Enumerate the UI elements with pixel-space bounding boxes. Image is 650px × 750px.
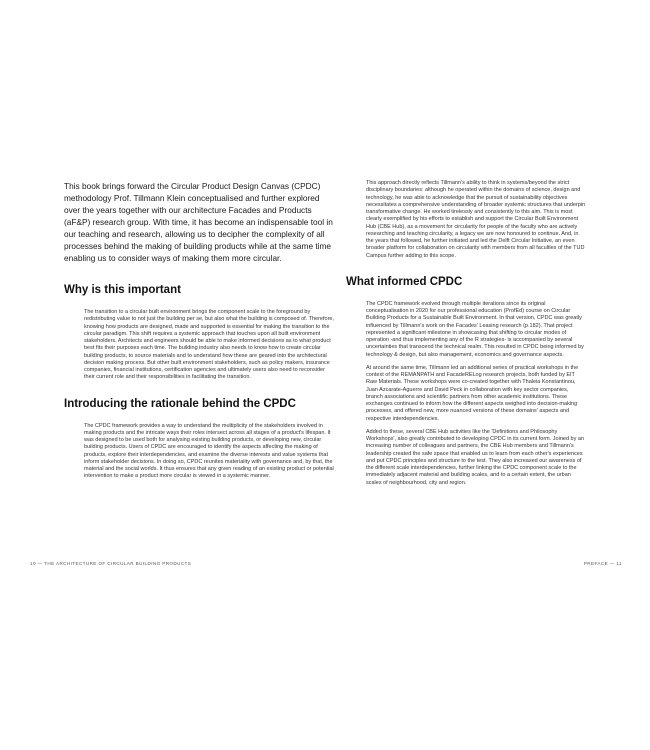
what-informed-paragraph-2: At around the same time, Tillmann led an additional series of practical workshops in the context of the REMANPATH and FacadeRELog research projects, both funded by EIT Raw Materials. These workshops were co-created together with Thaleia Konstantinou, Juan Azcarate-Aguerre and David Peck in collaboration with key sector companies, branch associations and scientific partners from other academic institutions. These exchanges continued to inform how the different aspects weighed into decision-making processes, and offered new, more nuanced versions of these domains' aspects and respective interdependencies. <box>366 364 579 422</box>
footer-right-folio: PREFACE — 11 <box>583 561 622 566</box>
heading-why-important: Why is this important <box>64 284 181 296</box>
what-informed-paragraph-3: Added to these, several CBE Hub activities like the 'Definitions and Philosophy Workshops', also greatly contributed to developing CPDC in its current form. Joined by an increasing number of colleagues and partners, the CBE Hub members and Tillmann's leadership created the safe space that enabled us to learn from each other's experiences and put CPDC principles and structure to the test. They also increased our awareness of the different scale interdependencies, further linking the CPDC component scale to the immediately adjacent material and building scales, and to a certain extent, the urban scales of neighbourhood, city and region. <box>366 428 584 486</box>
heading-introducing-rationale: Introducing the rationale behind the CPDC <box>64 397 296 410</box>
what-informed-paragraph-1: The CPDC framework evolved through multiple iterations since its original conceptualisation in 2020 for our professional education (ProfEd) course on Circular Building Products for a Sustainable Built Environment. In that version, CPDC was greatly influenced by Tillmann's work on the Facades' Leasing research (p.182). That project represented a significant milestone in showcasing that shifting to circular modes of operation -and thus implementing any of the R strategies- is accompanied by several uncertainties that transcend the technical realm. This resulted in CPDC being informed by technology & design, but also management, economics and governance aspects. <box>366 300 584 358</box>
left-page-column <box>64 180 334 481</box>
left-intro-paragraph: This book brings forward the Circular Product Design Canvas (CPDC) methodology Prof. Tillmann Klein conceptualised and further explored over the years together with our architecture Facades and Products (aF&P) research group. With time, it has become an indispensable tool in our teaching and research, allowing us to decipher the complexity of all processes behind the making of building products while at the same time enabling us to consider ways of making them more circular. <box>64 181 333 263</box>
why-important-paragraph: The transition to a circular built environment brings the component scale to the foreground by redistributing value to not just the building per se, but also what the building is composed of. Therefore, knowing how products are designed, made and supported is essential for making the transition to the circular paradigm. This shift requires a systemic approach that touches upon all built environment stakeholders. Architects and engineers should be able to make informed decisions as to what product best fits their purposes each time. The building industry also needs to know how to create circular building products, to source materials and to understand how these are geared into the architectural decision making process. But other built environment stakeholders, such as policy makers, insurance companies, financial institutions, certification agencies and ultimately users also need to reconsider their current role and their responsibilities in facilitating the transition. <box>84 309 334 381</box>
right-intro-paragraph: This approach directly reflects Tillmann's ability to think in systems/beyond the strict disciplinary boundaries: although he operated within the domains of science, design and technology, he was able to acknowledge that the pursuit of sustainability objectives necessitates a comprehensive understanding of broader systemic structures that underpin transformative change. He worked tirelessly and consistently to this aim. This is most clearly exemplified by his efforts to establish and support the Circular Built Environment Hub (CBE Hub), as a movement for circularity for people of the faculty who are actively researching and teaching circularity, a legacy we are now honoured to continue. And, in the years that followed, he further initiated and led the Delft Circular Initiative, an even broader platform for collaboration on circularity with members from all faculties of the TUD Campus further adding to this scope. <box>366 180 586 259</box>
footer-left-folio: 10 — THE ARCHITECTURE OF CIRCULAR BUILDING PRODUCTS <box>30 561 192 566</box>
right-page-column <box>346 180 586 487</box>
heading-what-informed: What informed CPDC <box>346 275 463 288</box>
rationale-paragraph: The CPDC framework provides a way to understand the multiplicity of the stakeholders involved in making products and the intricate ways their roles intersect across all stages of a product's lifespan. It was designed to be used both for analysing existing building products, or developing new, circular building products. Users of CPDC are encouraged to identify the aspects affecting the making of products, explore their interdependencies, and examine the diverse interests and value systems that inform stakeholder decisions. In doing so, CPDC reunites materiality with governance and, by that, the material and the social worlds. It thus ensures that any given reading of an existing product or potential intervention to make a product more circular is viewed in a systemic manner. <box>84 422 334 480</box>
